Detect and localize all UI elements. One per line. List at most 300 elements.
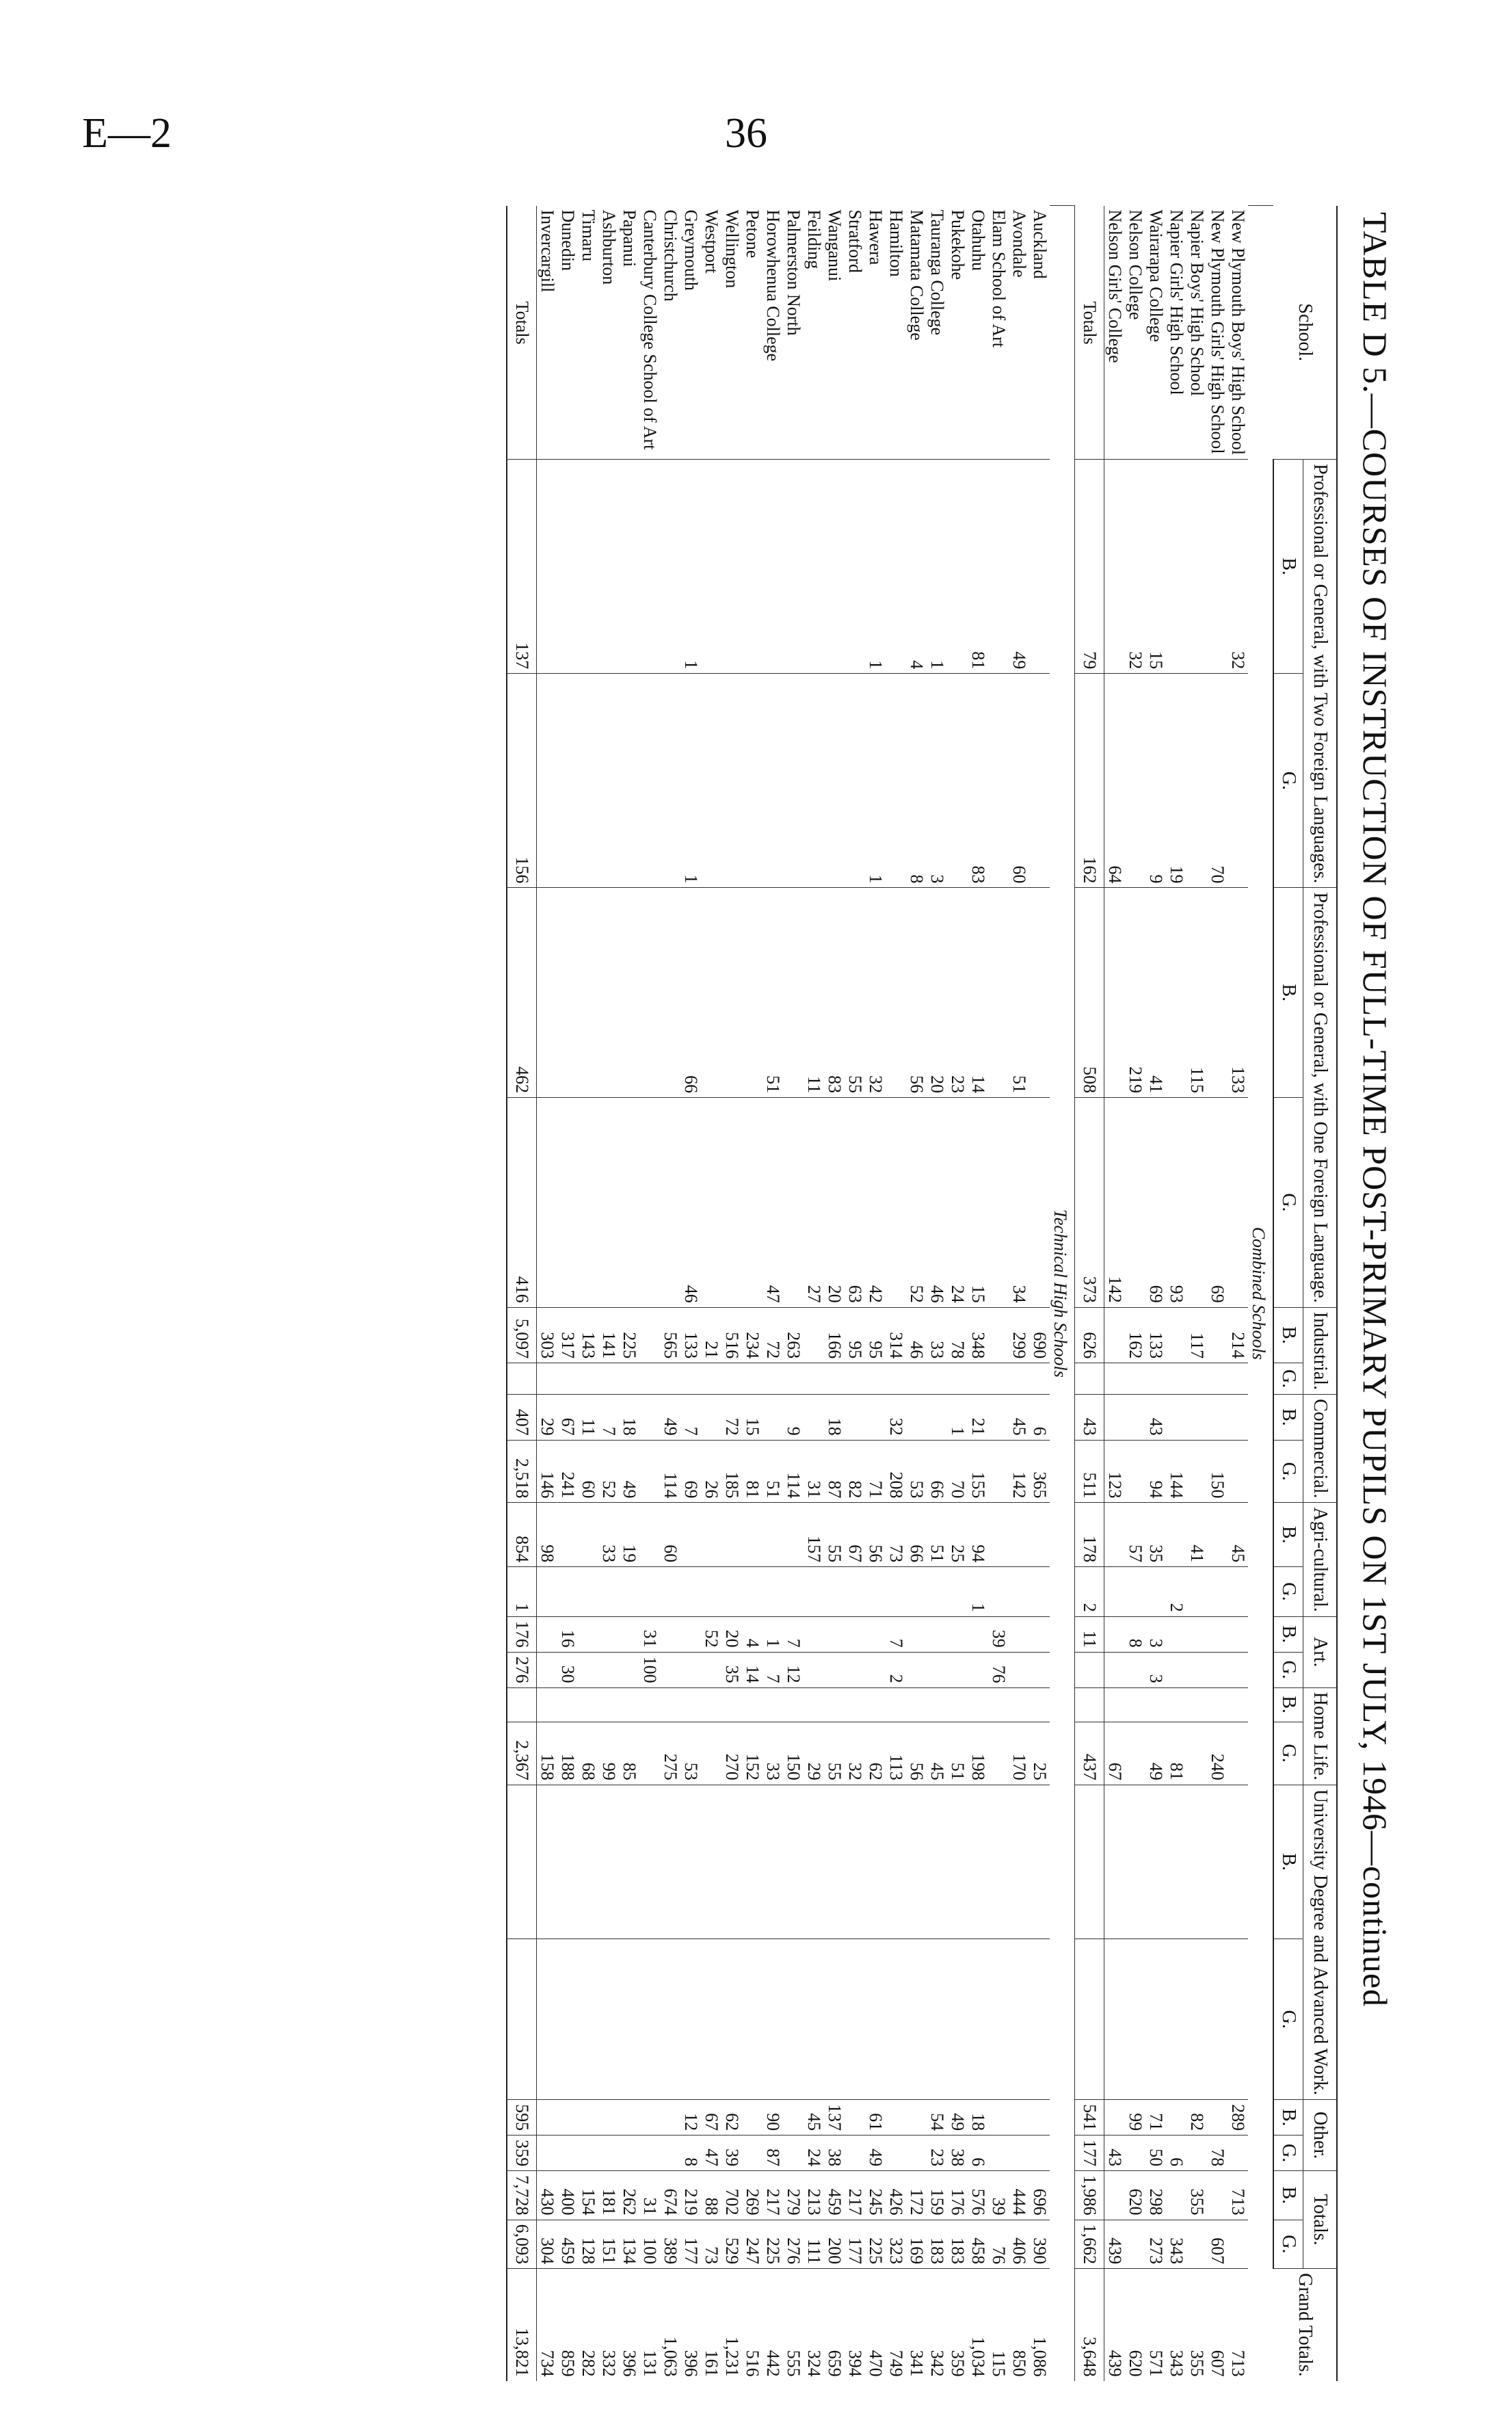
table-cell	[886, 1687, 906, 1722]
table-cell: 158	[537, 1722, 558, 1785]
page-code: E—2	[82, 110, 172, 157]
table-cell	[660, 1687, 680, 1722]
table-cell	[1228, 1440, 1248, 1503]
table-cell	[721, 1785, 742, 1939]
table-cell: 15	[1145, 460, 1166, 674]
table-cell	[1104, 1363, 1126, 1395]
table-cell	[1145, 1939, 1166, 2100]
table-cell: 134	[619, 2220, 639, 2269]
table-title: TABLE D 5.—COURSES OF INSTRUCTION OF FULL-TIME POST-PRIMARY PUPILS ON 1ST JULY, 1946—continued	[1356, 212, 1394, 2008]
table-cell	[721, 1098, 742, 1308]
header-boys: B.	[1273, 1395, 1303, 1441]
table-cell	[927, 1395, 947, 1441]
table-cell: 674	[660, 2171, 680, 2220]
table-row	[1228, 206, 1248, 2381]
table-cell	[619, 2136, 639, 2171]
table-cell	[660, 1939, 680, 2100]
table-cell: 3,648	[1075, 2269, 1104, 2381]
table-cell: 15	[742, 1395, 762, 1441]
table-cell: 43	[1075, 1395, 1104, 1441]
table-cell: 133	[1145, 1307, 1166, 1363]
table-cell	[598, 1687, 619, 1722]
table-cell: 198	[968, 1722, 988, 1785]
table-cell: 100	[639, 1652, 660, 1687]
table-cell: 50	[1145, 2136, 1166, 2171]
table-cell	[824, 460, 845, 674]
table-cell	[680, 1652, 701, 1687]
table-cell: 115	[988, 2269, 1009, 2381]
table-cell: 32	[1228, 460, 1248, 674]
table-cell: 57	[1125, 1503, 1145, 1567]
table-cell: 571	[1145, 2269, 1166, 2381]
table-cell: 31	[804, 1440, 824, 1503]
table-cell	[988, 2100, 1009, 2136]
school-name: Totals	[1075, 206, 1104, 460]
table-cell	[1228, 1939, 1248, 2100]
table-cell	[701, 674, 721, 888]
table-cell	[639, 1363, 660, 1395]
table-cell: 713	[1228, 2171, 1248, 2220]
table-cell	[1207, 1307, 1228, 1363]
table-cell	[824, 1616, 845, 1652]
table-cell: 7,728	[507, 2171, 537, 2220]
table-cell	[906, 1616, 927, 1652]
table-row	[783, 206, 804, 2381]
table-cell	[947, 1687, 968, 1722]
header-art: Art.	[1303, 1616, 1338, 1687]
table-cell: 9	[783, 1395, 804, 1441]
table-cell: 1,986	[1075, 2171, 1104, 2220]
table-cell	[701, 1567, 721, 1617]
table-cell	[578, 2136, 598, 2171]
table-cell	[1029, 1503, 1050, 1567]
table-cell: 348	[968, 1307, 988, 1363]
table-cell: 67	[1104, 1722, 1126, 1785]
table-cell: 713	[1228, 2269, 1248, 2381]
table-cell: 245	[865, 2171, 886, 2220]
table-cell	[947, 460, 968, 674]
table-cell	[845, 2136, 865, 2171]
table-cell	[1029, 1567, 1050, 1617]
table-cell: 430	[537, 2171, 558, 2220]
table-cell	[845, 674, 865, 888]
table-cell: 71	[865, 1440, 886, 1503]
table-cell	[906, 2136, 927, 2171]
table-cell	[783, 1687, 804, 1722]
table-cell: 82	[1186, 2100, 1207, 2136]
table-cell: 35	[1145, 1503, 1166, 1567]
table-cell	[1104, 2171, 1126, 2220]
table-cell	[1186, 1939, 1207, 2100]
table-cell: 56	[906, 888, 927, 1098]
table-cell: 12	[680, 2100, 701, 2136]
table-cell: 64	[1104, 674, 1126, 888]
table-cell	[947, 674, 968, 888]
table-cell: 859	[557, 2269, 578, 2381]
header-girls: G.	[1273, 1939, 1303, 2100]
table-cell: 555	[783, 2269, 804, 2381]
table-row	[598, 206, 619, 2381]
table-cell: 282	[578, 2269, 598, 2381]
table-cell	[557, 460, 578, 674]
table-cell	[537, 1652, 558, 1687]
table-cell: 359	[507, 2136, 537, 2171]
table-cell	[619, 1098, 639, 1308]
table-cell	[557, 1503, 578, 1567]
table-cell	[1029, 888, 1050, 1098]
table-cell	[1166, 1785, 1186, 1939]
table-cell	[968, 1785, 988, 1939]
table-cell	[1207, 2100, 1228, 2136]
table-cell: 31	[639, 2171, 660, 2220]
table-cell: 142	[1104, 1098, 1126, 1308]
school-name: Invercargill	[538, 209, 557, 293]
table-cell: 154	[578, 2171, 598, 2220]
table-cell	[1125, 1785, 1145, 1939]
table-cell: 185	[721, 1440, 742, 1503]
table-cell: 159	[927, 2171, 947, 2220]
table-cell: 1	[680, 460, 701, 674]
table-cell	[1186, 1722, 1207, 1785]
table-cell: 45	[927, 1722, 947, 1785]
table-cell	[783, 674, 804, 888]
table-row	[680, 206, 701, 2381]
table-cell	[701, 1098, 721, 1308]
table-cell	[557, 1567, 578, 1617]
table-cell	[660, 888, 680, 1098]
table-cell	[619, 1363, 639, 1395]
table-cell	[1228, 1395, 1248, 1441]
table-cell: 62	[721, 2100, 742, 2136]
table-cell	[1166, 460, 1186, 674]
table-cell: 2	[1075, 1567, 1104, 1617]
table-cell: 7	[783, 1616, 804, 1652]
table-cell: 142	[1009, 1440, 1029, 1503]
table-cell: 3	[1145, 1652, 1166, 1687]
table-cell	[598, 1363, 619, 1395]
table-cell: 19	[1166, 674, 1186, 888]
table-cell: 343	[1166, 2220, 1186, 2269]
table-cell	[701, 1395, 721, 1441]
header-home-life: Home Life.	[1303, 1687, 1338, 1785]
table-cell	[578, 2100, 598, 2136]
table-cell	[1166, 1503, 1186, 1567]
table-cell: 94	[1145, 1440, 1166, 1503]
table-cell: 49	[1009, 460, 1029, 674]
table-cell	[927, 1616, 947, 1652]
table-cell	[619, 1652, 639, 1687]
table-row	[762, 206, 783, 2381]
table-cell	[721, 674, 742, 888]
table-cell: 341	[906, 2269, 927, 2381]
table-cell	[968, 1652, 988, 1687]
table-cell	[660, 674, 680, 888]
table-cell: 576	[968, 2171, 988, 2220]
table-cell: 749	[886, 2269, 906, 2381]
table-cell: 21	[701, 1307, 721, 1363]
table-cell: 607	[1207, 2220, 1228, 2269]
table-cell: 30	[557, 1652, 578, 1687]
table-cell	[639, 1098, 660, 1308]
table-cell	[1186, 1395, 1207, 1441]
table-cell	[1145, 1785, 1166, 1939]
table-cell: 113	[886, 1722, 906, 1785]
table-cell	[721, 1939, 742, 2100]
table-row	[619, 206, 639, 2381]
table-cell: 47	[762, 1098, 783, 1308]
table-cell: 3	[1145, 1616, 1166, 1652]
table-cell: 332	[598, 2269, 619, 2381]
table-cell	[886, 1785, 906, 1939]
table-cell	[947, 1616, 968, 1652]
table-row	[742, 206, 762, 2381]
school-name: Wellington	[722, 209, 742, 289]
table-cell	[742, 1785, 762, 1939]
table-cell	[845, 1395, 865, 1441]
table-cell: 2	[886, 1652, 906, 1687]
header-one-language: Professional or General, with One Foreign Language.	[1303, 888, 1338, 1307]
table-cell	[1104, 1652, 1126, 1687]
table-cell	[721, 1687, 742, 1722]
header-boys: B.	[1273, 1307, 1303, 1363]
table-cell: 1,662	[1075, 2220, 1104, 2269]
table-cell	[742, 1363, 762, 1395]
table-cell	[1186, 1363, 1207, 1395]
table-cell	[578, 1616, 598, 1652]
school-name: Otahuhu	[968, 209, 988, 272]
table-cell: 324	[804, 2269, 824, 2381]
table-cell	[988, 1440, 1009, 1503]
table-cell: 85	[619, 1722, 639, 1785]
table-cell: 177	[845, 2220, 865, 2269]
table-cell: 131	[639, 2269, 660, 2381]
table-cell: 373	[1075, 1098, 1104, 1308]
table-cell: 458	[968, 2220, 988, 2269]
table-cell	[1009, 1616, 1029, 1652]
table-cell	[927, 1567, 947, 1617]
table-cell: 95	[865, 1307, 886, 1363]
header-girls: G.	[1273, 1652, 1303, 1687]
table-cell: 33	[927, 1307, 947, 1363]
table-cell: 303	[537, 1307, 558, 1363]
header-girls: G.	[1273, 1722, 1303, 1785]
table-cell: 156	[507, 674, 537, 888]
table-cell: 459	[824, 2171, 845, 2220]
table-cell: 208	[886, 1440, 906, 1503]
header-grand-totals: Grand Totals.	[1273, 2269, 1337, 2381]
header-girls: G.	[1273, 2220, 1303, 2269]
table-cell	[1009, 1503, 1029, 1567]
table-cell: 54	[927, 2100, 947, 2136]
table-cell	[619, 888, 639, 1098]
table-cell	[1075, 1652, 1104, 1687]
table-cell	[660, 2100, 680, 2136]
table-cell: 70	[947, 1440, 968, 1503]
table-cell	[1125, 2220, 1145, 2269]
table-cell	[927, 1652, 947, 1687]
table-cell: 49	[660, 1395, 680, 1441]
table-cell	[507, 1939, 537, 2100]
table-cell: 73	[701, 2220, 721, 2269]
table-cell: 162	[1075, 674, 1104, 888]
table-cell: 166	[824, 1307, 845, 1363]
table-cell: 7	[598, 1395, 619, 1441]
header-industrial: Industrial.	[1303, 1307, 1338, 1394]
table-cell: 6	[968, 2136, 988, 2171]
table-cell: 511	[1075, 1440, 1104, 1503]
table-cell	[1207, 1939, 1228, 2100]
table-cell: 20	[927, 888, 947, 1098]
table-cell	[1207, 2171, 1228, 2220]
table-cell: 304	[537, 2220, 558, 2269]
table-cell	[1207, 1363, 1228, 1395]
table-cell: 1,086	[1029, 2269, 1050, 2381]
table-cell	[1186, 2136, 1207, 2171]
table-cell: 25	[947, 1503, 968, 1567]
table-cell	[1104, 1687, 1126, 1722]
table-cell: 114	[660, 1440, 680, 1503]
table-cell	[557, 1939, 578, 2100]
table-cell: 115	[1186, 888, 1207, 1098]
table-cell: 39	[988, 2171, 1009, 2220]
table-row	[721, 206, 742, 2381]
table-cell: 247	[742, 2220, 762, 2269]
header-boys: B.	[1273, 2171, 1303, 2220]
table-cell	[557, 2136, 578, 2171]
table-cell	[886, 888, 906, 1098]
table-cell	[680, 1939, 701, 2100]
school-name: Napier Girls' High School	[1167, 209, 1186, 395]
table-cell: 99	[598, 1722, 619, 1785]
table-cell: 355	[1186, 2269, 1207, 2381]
table-row	[886, 206, 906, 2381]
table-cell: 32	[1125, 460, 1145, 674]
table-row	[906, 206, 927, 2381]
table-cell	[742, 1503, 762, 1567]
table-cell: 41	[1186, 1503, 1207, 1567]
school-name: Ashburton	[599, 209, 619, 285]
table-cell: 133	[680, 1307, 701, 1363]
table-cell	[1207, 1652, 1228, 1687]
table-cell	[557, 1785, 578, 1939]
table-cell: 850	[1009, 2269, 1029, 2381]
table-cell	[537, 1616, 558, 1652]
table-cell: 508	[1075, 888, 1104, 1098]
table-cell: 298	[1145, 2171, 1166, 2220]
table-cell	[783, 1363, 804, 1395]
table-cell: 133	[1228, 888, 1248, 1098]
table-cell	[886, 674, 906, 888]
table-cell	[537, 1363, 558, 1395]
school-name: New Plymouth Girls' High School	[1208, 209, 1228, 454]
school-name: Horowhenua College	[763, 209, 783, 362]
table-cell: 150	[783, 1722, 804, 1785]
table-cell	[783, 460, 804, 674]
table-cell	[537, 1687, 558, 1722]
table-cell: 170	[1009, 1722, 1029, 1785]
table-cell	[1228, 1652, 1248, 1687]
table-cell	[927, 1785, 947, 1939]
table-cell: 45	[1009, 1395, 1029, 1441]
table-cell	[1125, 1395, 1145, 1441]
table-cell	[578, 1363, 598, 1395]
header-agricultural: Agri-cultural.	[1303, 1503, 1338, 1616]
school-name: Nelson Girls' College	[1105, 209, 1125, 363]
header-boys: B.	[1273, 1616, 1303, 1652]
table-cell	[1166, 1687, 1186, 1722]
table-cell	[968, 1939, 988, 2100]
table-cell	[1186, 2220, 1207, 2269]
table-cell: 200	[824, 2220, 845, 2269]
table-cell	[824, 1939, 845, 2100]
table-cell	[1207, 1687, 1228, 1722]
table-cell	[701, 460, 721, 674]
table-cell	[598, 1939, 619, 2100]
table-cell: 439	[1104, 2220, 1126, 2269]
table-cell: 183	[927, 2220, 947, 2269]
table-cell: 56	[906, 1722, 927, 1785]
table-cell: 18	[824, 1395, 845, 1441]
table-row	[845, 206, 865, 2381]
table-row	[865, 206, 886, 2381]
table-cell: 4	[906, 460, 927, 674]
table-cell: 396	[619, 2269, 639, 2381]
table-cell	[906, 1567, 927, 1617]
table-cell: 620	[1125, 2269, 1145, 2381]
table-cell	[865, 1687, 886, 1722]
table-cell: 52	[701, 1616, 721, 1652]
table-cell: 69	[1207, 1098, 1228, 1308]
table-cell	[1125, 1098, 1145, 1308]
table-cell	[1228, 2136, 1248, 2171]
table-cell	[701, 1363, 721, 1395]
table-cell	[557, 1098, 578, 1308]
table-row	[927, 206, 947, 2381]
table-cell: 219	[1125, 888, 1145, 1098]
table-cell	[742, 460, 762, 674]
table-cell	[927, 1939, 947, 2100]
table-cell	[845, 1652, 865, 1687]
table-body	[507, 206, 1273, 2381]
table-cell	[1104, 1616, 1126, 1652]
table-cell	[988, 1939, 1009, 2100]
table-cell: 70	[1207, 674, 1228, 888]
table-cell: 343	[1166, 2269, 1186, 2381]
table-cell: 702	[721, 2171, 742, 2220]
table-cell: 98	[537, 1503, 558, 1567]
table-cell	[1125, 1363, 1145, 1395]
table-cell	[507, 1785, 537, 1939]
table-cell	[619, 1616, 639, 1652]
table-cell	[1166, 1363, 1186, 1395]
table-cell: 299	[1009, 1307, 1029, 1363]
table-cell: 214	[1228, 1307, 1248, 1363]
table-cell: 67	[701, 2100, 721, 2136]
table-cell	[824, 1687, 845, 1722]
table-cell	[1166, 1652, 1186, 1687]
table-cell	[598, 888, 619, 1098]
table-cell: 150	[1207, 1440, 1228, 1503]
table-cell	[1075, 1939, 1104, 2100]
table-cell	[598, 1785, 619, 1939]
table-cell	[988, 1098, 1009, 1308]
table-row	[1207, 206, 1228, 2381]
table-cell	[1104, 1567, 1126, 1617]
table-cell	[947, 1363, 968, 1395]
table-cell: 276	[783, 2220, 804, 2269]
table-cell	[886, 460, 906, 674]
table-row	[660, 206, 680, 2381]
